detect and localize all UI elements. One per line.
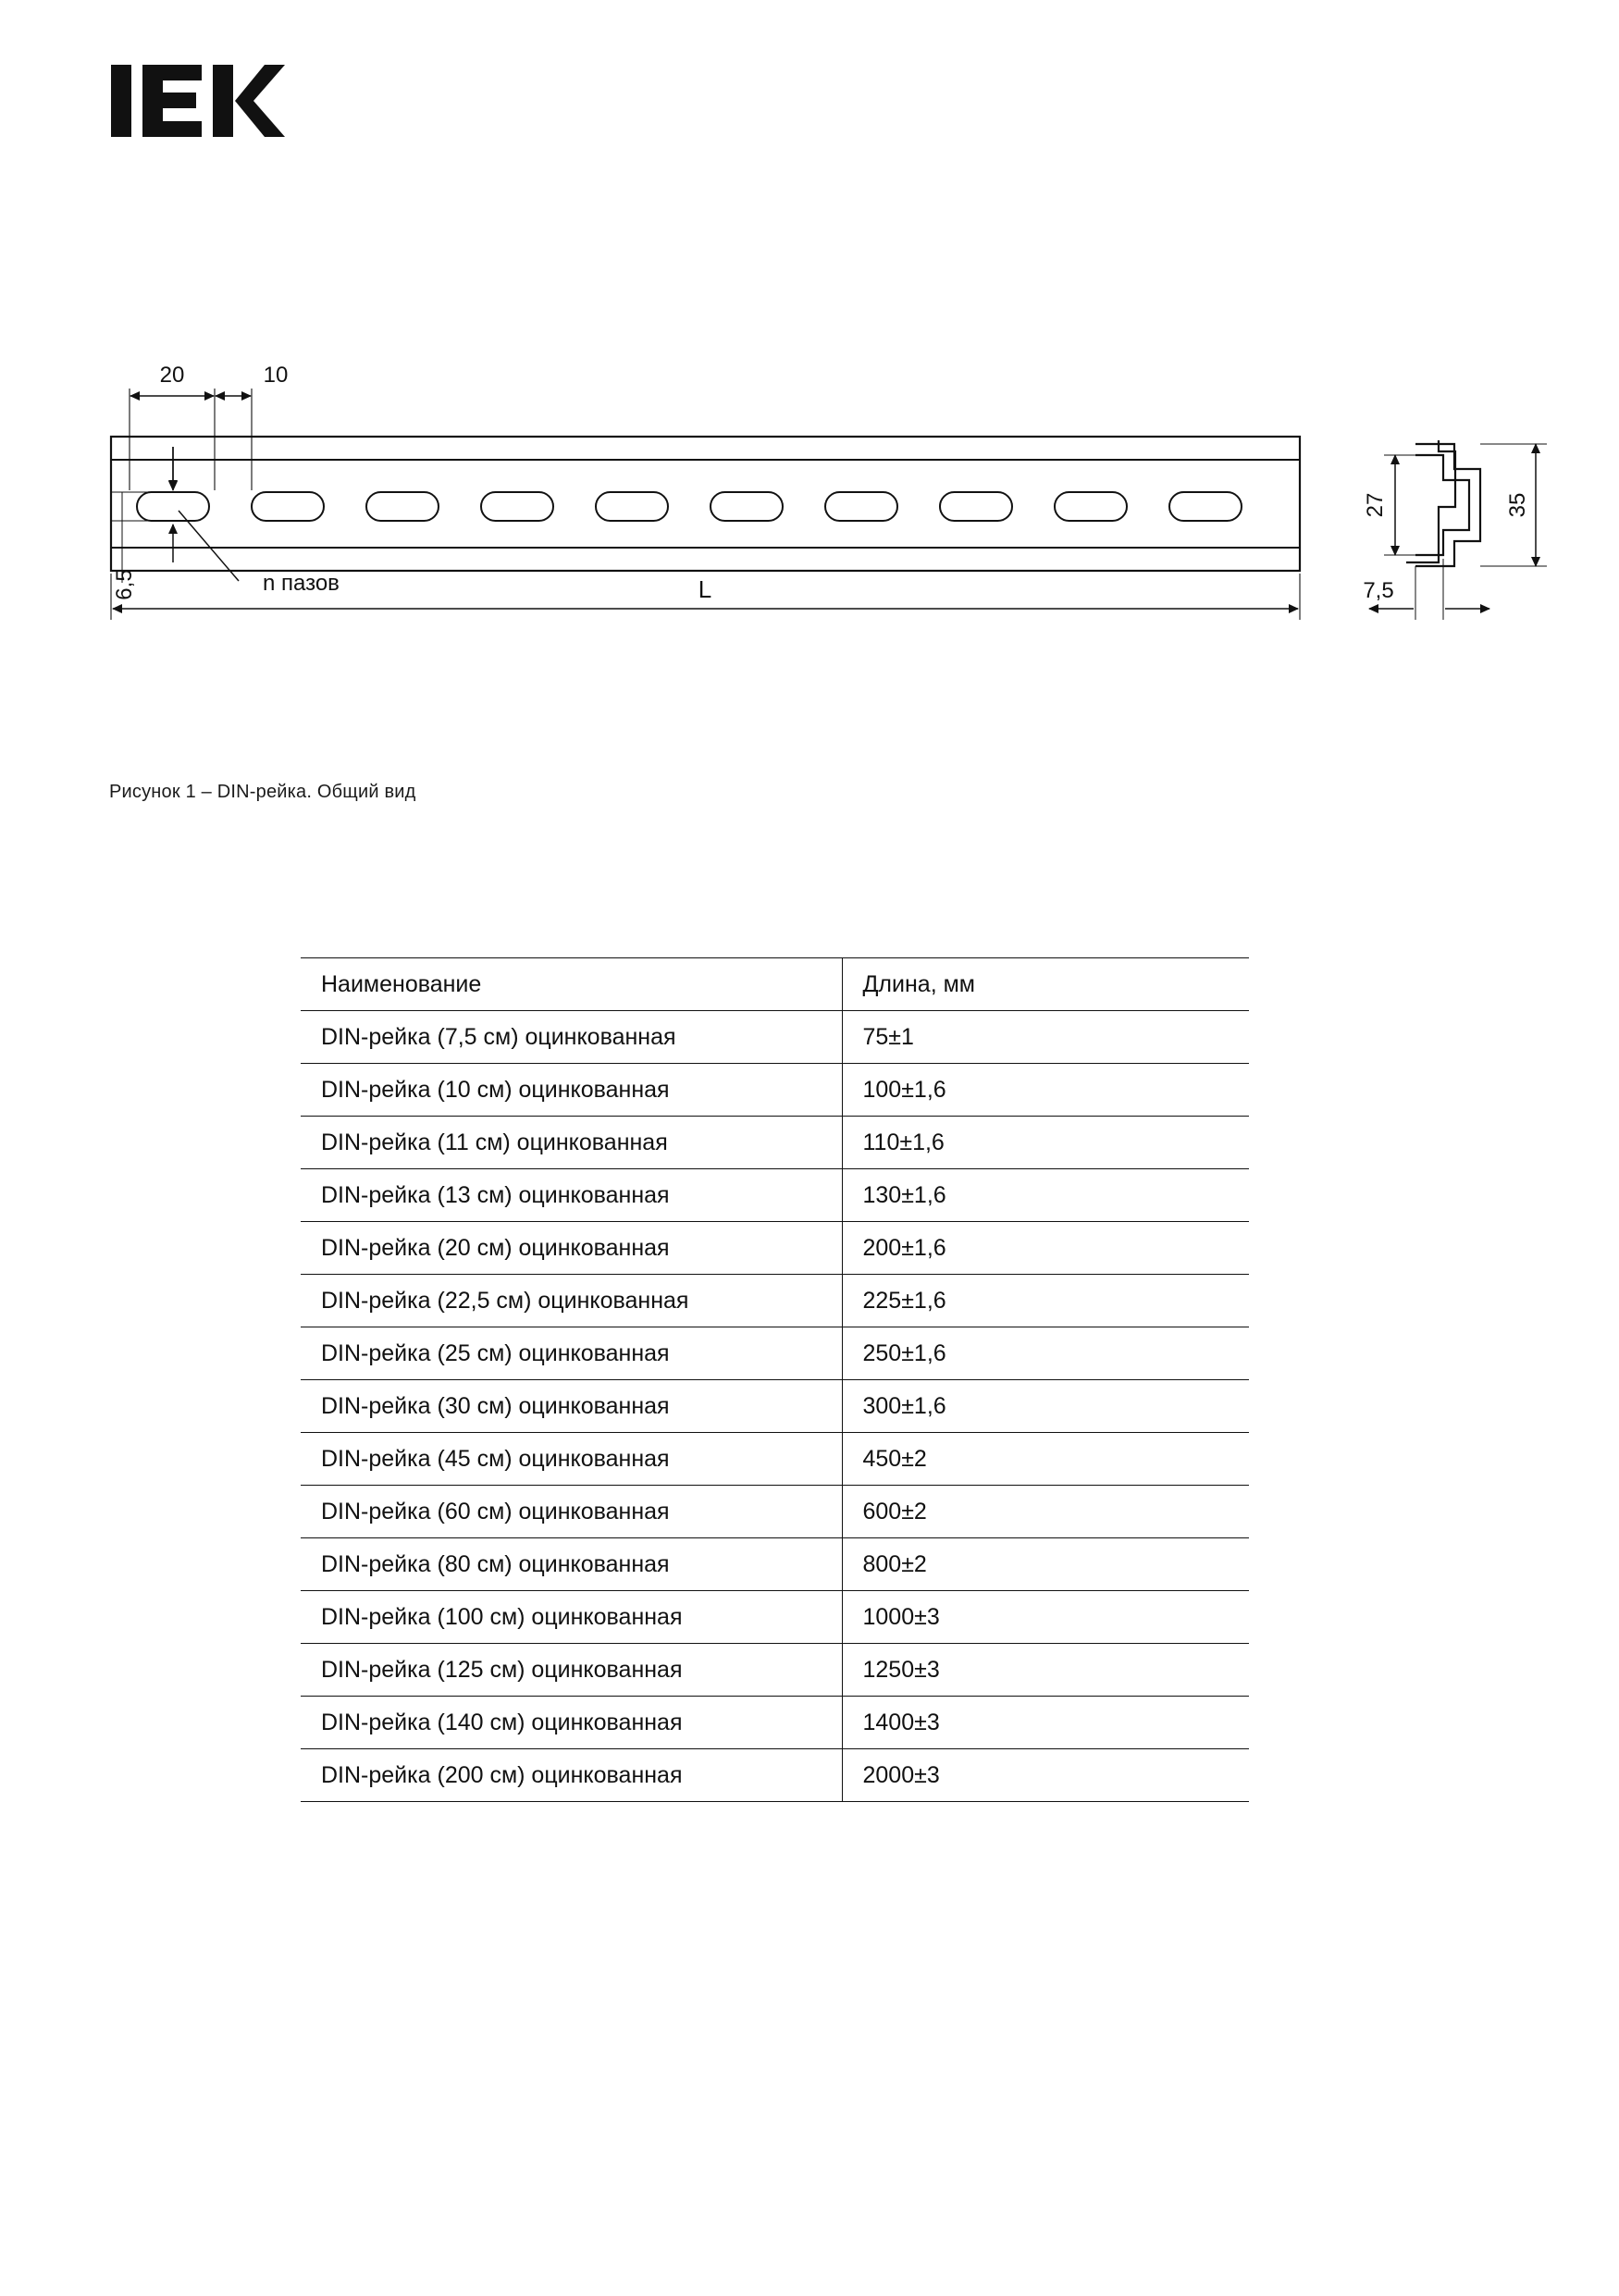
cell-length: 300±1,6 <box>842 1380 1249 1433</box>
din-rail-drawing <box>0 352 1619 722</box>
cell-length: 600±2 <box>842 1486 1249 1538</box>
table-row <box>301 1117 1249 1169</box>
cell-length: 800±2 <box>842 1538 1249 1591</box>
iek-logo <box>109 57 285 145</box>
cell-name: DIN-рейка (200 см) оцинкованная <box>301 1749 842 1802</box>
dim-6-5: 6,5 <box>112 569 137 600</box>
table-row <box>301 1064 1249 1117</box>
cell-name: DIN-рейка (125 см) оцинкованная <box>301 1644 842 1697</box>
dim-L: L <box>698 575 712 603</box>
column-header-length: Длина, мм <box>842 958 1249 1011</box>
spec-table <box>301 957 1249 1802</box>
cell-name: DIN-рейка (45 см) оцинкованная <box>301 1433 842 1486</box>
cell-length: 130±1,6 <box>842 1169 1249 1222</box>
cell-name: DIN-рейка (100 см) оцинкованная <box>301 1591 842 1644</box>
dim-35: 35 <box>1505 492 1530 518</box>
dim-27: 27 <box>1363 492 1388 518</box>
cell-name: DIN-рейка (25 см) оцинкованная <box>301 1327 842 1380</box>
table-row <box>301 1275 1249 1327</box>
cell-name: DIN-рейка (60 см) оцинкованная <box>301 1486 842 1538</box>
slots-label: n пазов <box>263 571 340 596</box>
cell-name: DIN-рейка (30 см) оцинкованная <box>301 1380 842 1433</box>
cell-length: 1400±3 <box>842 1697 1249 1749</box>
cell-length: 75±1 <box>842 1011 1249 1064</box>
cell-length: 110±1,6 <box>842 1117 1249 1169</box>
dim-7-5: 7,5 <box>1363 578 1394 603</box>
table-row <box>301 1222 1249 1275</box>
figure-caption: Рисунок 1 – DIN-рейка. Общий вид <box>109 782 416 802</box>
cell-length: 200±1,6 <box>842 1222 1249 1275</box>
cell-length: 450±2 <box>842 1433 1249 1486</box>
table-row <box>301 1380 1249 1433</box>
cell-length: 1000±3 <box>842 1591 1249 1644</box>
cell-name: DIN-рейка (22,5 см) оцинкованная <box>301 1275 842 1327</box>
column-header-name: Наименование <box>301 958 842 1011</box>
table-row <box>301 1538 1249 1591</box>
table-row <box>301 1644 1249 1697</box>
cell-name: DIN-рейка (140 см) оцинкованная <box>301 1697 842 1749</box>
cell-name: DIN-рейка (80 см) оцинкованная <box>301 1538 842 1591</box>
table-row <box>301 1327 1249 1380</box>
table-header-row <box>301 958 1249 1011</box>
cell-length: 100±1,6 <box>842 1064 1249 1117</box>
table-row <box>301 1433 1249 1486</box>
cell-name: DIN-рейка (10 см) оцинкованная <box>301 1064 842 1117</box>
cell-name: DIN-рейка (20 см) оцинкованная <box>301 1222 842 1275</box>
table-row <box>301 1011 1249 1064</box>
dim-20: 20 <box>159 363 185 388</box>
cell-length: 1250±3 <box>842 1644 1249 1697</box>
cell-length: 225±1,6 <box>842 1275 1249 1327</box>
table-row <box>301 1591 1249 1644</box>
table-row <box>301 1486 1249 1538</box>
cell-name: DIN-рейка (11 см) оцинкованная <box>301 1117 842 1169</box>
cell-length: 2000±3 <box>842 1749 1249 1802</box>
table-row <box>301 1169 1249 1222</box>
table-body <box>301 1011 1249 1802</box>
cell-length: 250±1,6 <box>842 1327 1249 1380</box>
cell-name: DIN-рейка (7,5 см) оцинкованная <box>301 1011 842 1064</box>
cell-name: DIN-рейка (13 см) оцинкованная <box>301 1169 842 1222</box>
dim-10: 10 <box>263 363 289 388</box>
table-row <box>301 1697 1249 1749</box>
table-row <box>301 1749 1249 1802</box>
spec-table-container <box>301 957 1249 1802</box>
